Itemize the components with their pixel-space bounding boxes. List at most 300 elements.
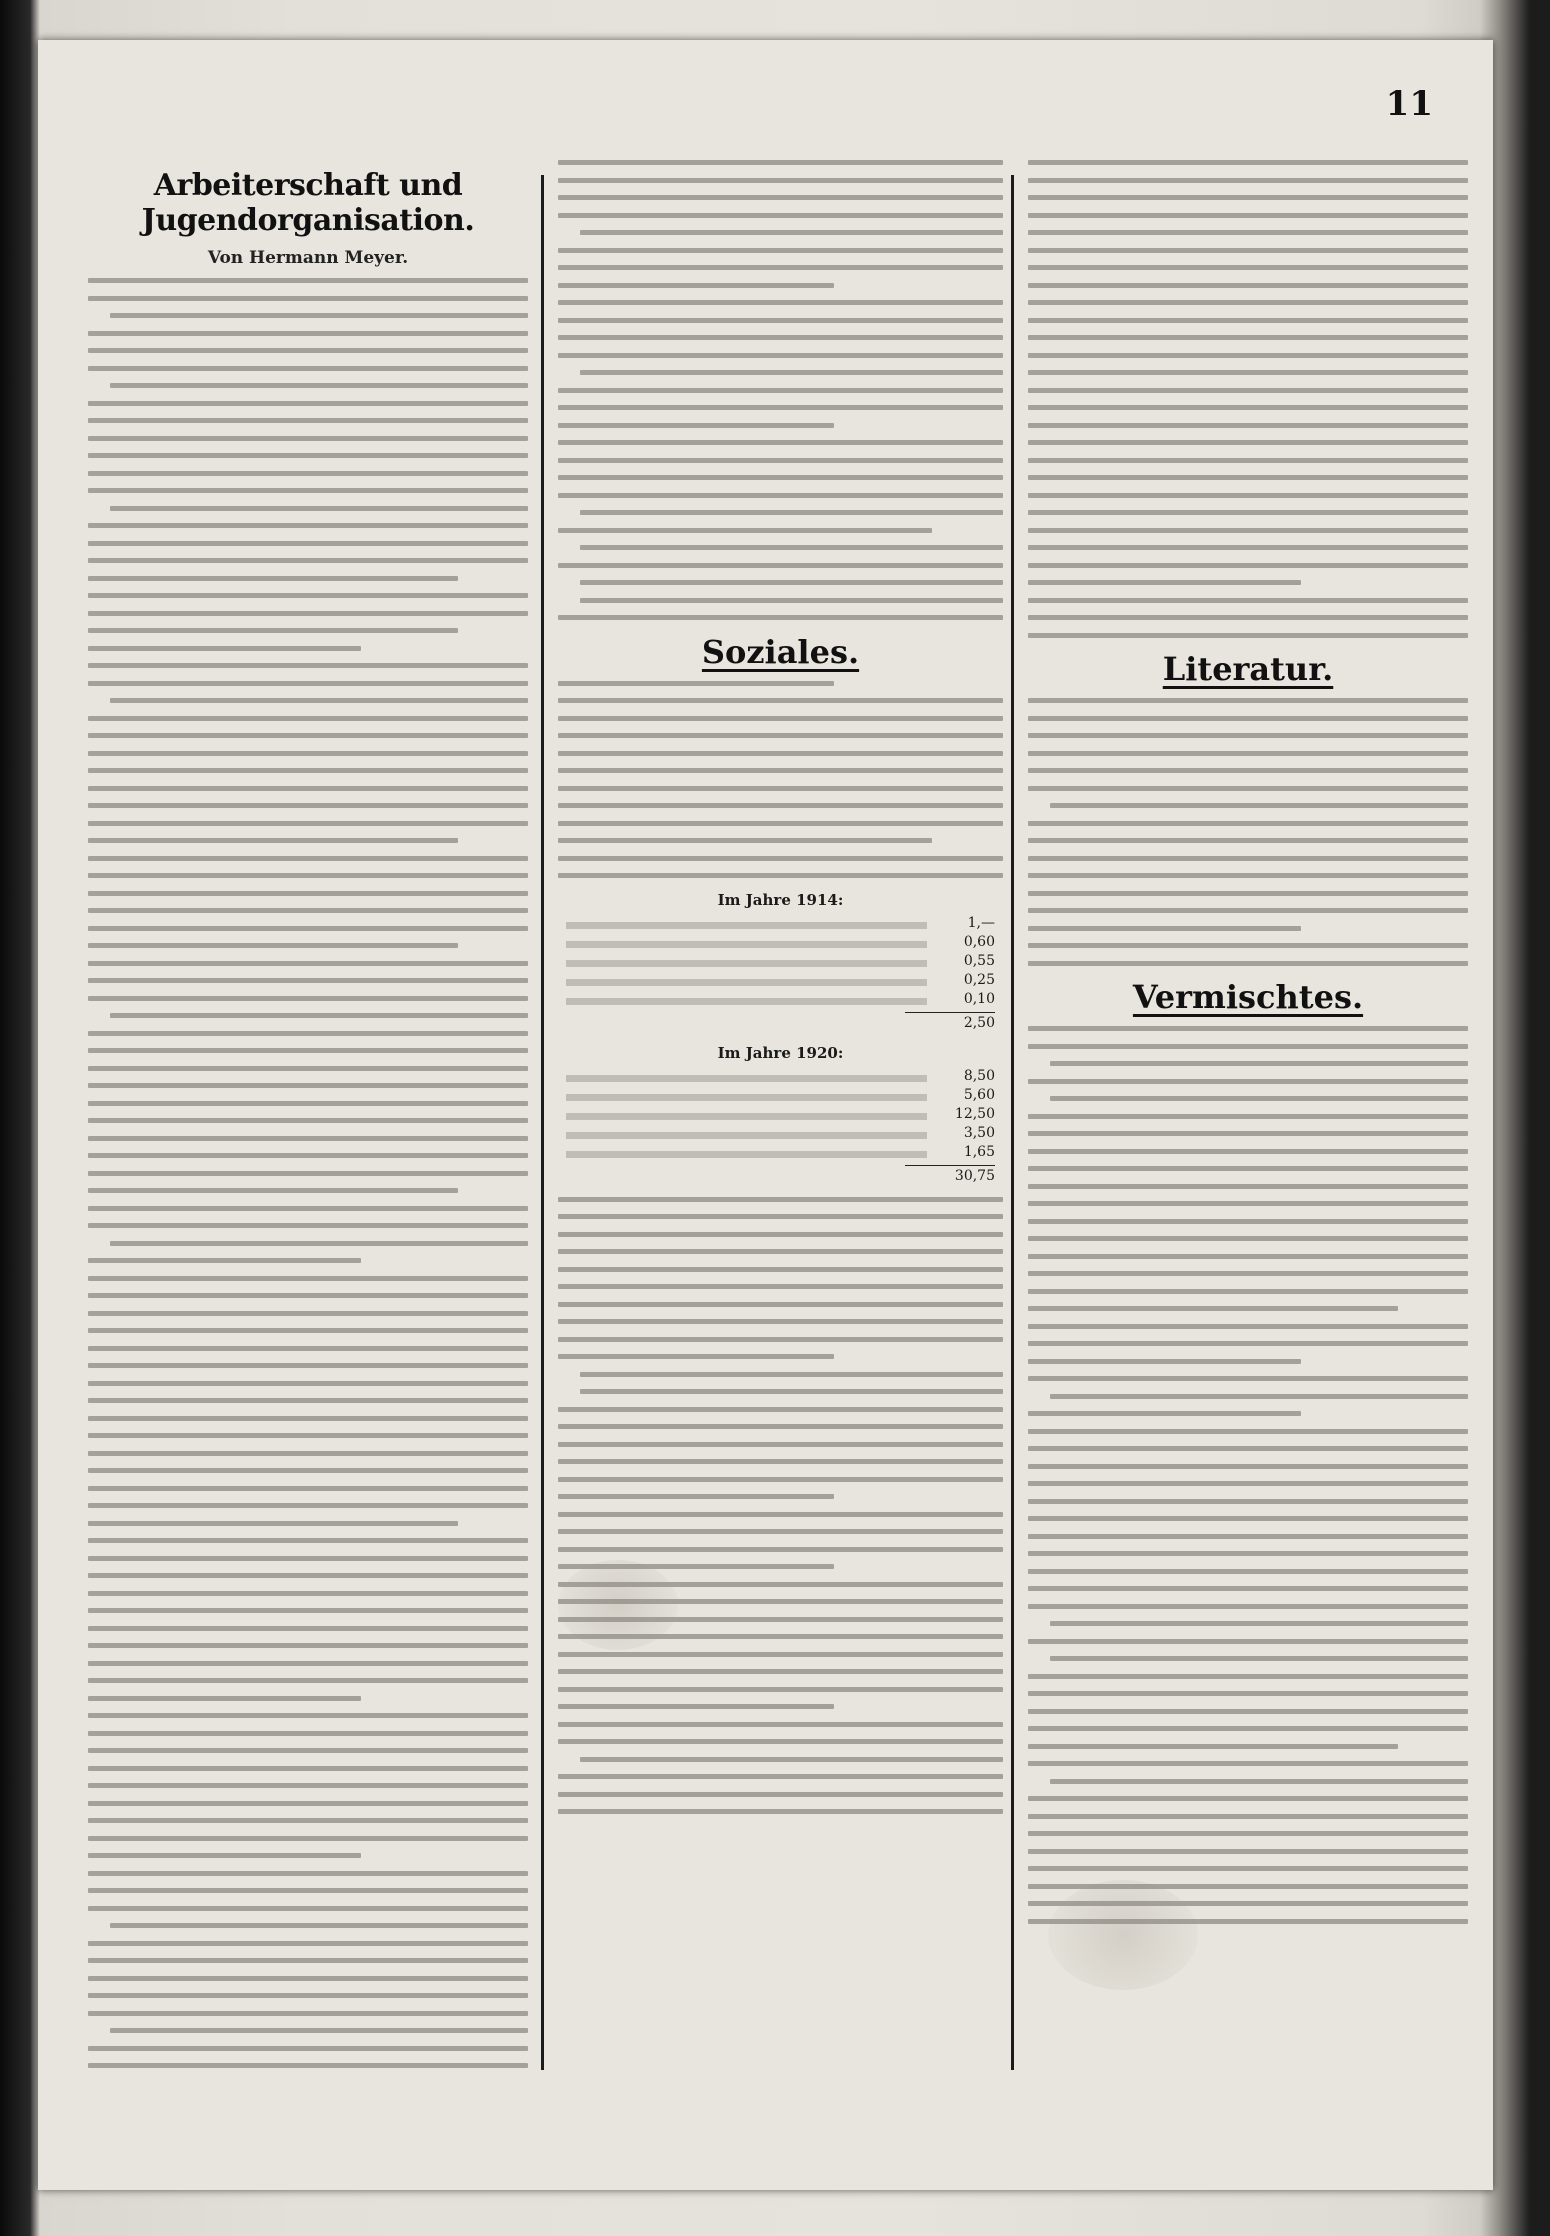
text-line: [88, 1136, 528, 1141]
text-line: [1028, 1534, 1468, 1539]
text-line: [1028, 335, 1468, 340]
newspaper-page: [38, 40, 1493, 2190]
text-line: [1028, 1289, 1468, 1294]
text-line: [1028, 1726, 1468, 1731]
text-line: [88, 1766, 528, 1771]
text-line: [88, 1293, 528, 1298]
text-line: [1028, 300, 1468, 305]
text-line: [1028, 1796, 1468, 1801]
text-line: [558, 265, 1003, 270]
text-line: [558, 838, 932, 843]
text-line: [1050, 803, 1468, 808]
text-line: [558, 248, 1003, 253]
cost-value: 5,60: [963, 1086, 995, 1103]
text-line: [1028, 1411, 1301, 1416]
text-line: [88, 1468, 528, 1473]
column-3: [1028, 160, 1468, 2075]
text-line: [88, 1223, 528, 1228]
text-line: [1028, 388, 1468, 393]
text-line: [1028, 423, 1468, 428]
text-line: [88, 891, 528, 896]
text-line: [88, 1486, 528, 1491]
text-line: [88, 1101, 528, 1106]
cost-value: 0,25: [963, 971, 995, 988]
text-line: [558, 1634, 1003, 1639]
text-line: [88, 366, 528, 371]
text-line: [1028, 961, 1468, 966]
text-line: [88, 1801, 528, 1806]
text-line: [1028, 1761, 1468, 1766]
text-line: [558, 1249, 1003, 1254]
text-line: [1028, 733, 1468, 738]
text-line: [88, 1958, 528, 1963]
text-line: [88, 943, 458, 948]
text-line: [88, 1538, 528, 1543]
text-line: [1028, 265, 1468, 270]
text-line: [1028, 908, 1468, 913]
text-line: [88, 681, 528, 686]
cost-row: [566, 1106, 995, 1125]
text-line: [88, 523, 528, 528]
cost-label: [566, 1132, 927, 1139]
cost-row: [566, 934, 995, 953]
cost-row: [566, 1125, 995, 1144]
cost-value: 12,50: [954, 1105, 995, 1122]
text-line: [558, 1652, 1003, 1657]
text-line: [88, 2046, 528, 2051]
text-line: [1028, 475, 1468, 480]
text-line: [580, 1372, 1003, 1377]
text-line: [1028, 1149, 1468, 1154]
text-line: [558, 821, 1003, 826]
text-line: [558, 178, 1003, 183]
text-line: [88, 1993, 528, 1998]
article-byline: Von Hermann Meyer.: [207, 248, 409, 268]
text-line: [1028, 873, 1468, 878]
text-line: [1028, 563, 1468, 568]
text-line: [88, 1433, 528, 1438]
cost-row: [566, 1087, 995, 1106]
text-line: [110, 698, 528, 703]
text-line: [88, 1066, 528, 1071]
text-line: [558, 1407, 1003, 1412]
text-line: [1028, 545, 1468, 550]
text-line: [88, 733, 528, 738]
text-line: [1028, 440, 1468, 445]
section-title-vermischtes: Vermischtes.: [1132, 978, 1364, 1016]
text-line: [1028, 1359, 1301, 1364]
cost-row: [566, 972, 995, 991]
text-line: [88, 1731, 528, 1736]
text-line: [88, 1608, 528, 1613]
column-1: [88, 160, 528, 2075]
text-line: [1028, 1831, 1468, 1836]
cost-value: 1,—: [967, 914, 995, 931]
text-line: [1028, 1901, 1468, 1906]
article-body: [558, 681, 1003, 879]
article-body: [1028, 698, 1468, 966]
text-line: [1028, 1201, 1468, 1206]
text-line: [88, 1941, 528, 1946]
text-line: [1028, 1236, 1468, 1241]
text-line: [88, 453, 528, 458]
text-line: [580, 370, 1003, 375]
text-line: [580, 598, 1003, 603]
article-body: [558, 1197, 1003, 1815]
text-line: [88, 1888, 528, 1893]
text-line: [558, 458, 1003, 463]
text-line: [1028, 213, 1468, 218]
cost-label: [566, 979, 927, 986]
text-line: [88, 1906, 528, 1911]
text-line: [1028, 1044, 1468, 1049]
text-line: [1050, 1096, 1468, 1101]
text-line: [558, 423, 834, 428]
text-line: [1028, 1691, 1468, 1696]
text-line: [1028, 1604, 1468, 1609]
text-line: [1028, 1849, 1468, 1854]
text-line: [1028, 1744, 1398, 1749]
cost-row: [566, 1144, 995, 1163]
text-line: [558, 1529, 1003, 1534]
text-line: [88, 1416, 528, 1421]
text-line: [580, 1757, 1003, 1762]
text-line: [88, 1276, 528, 1281]
text-line: [558, 1599, 1003, 1604]
text-line: [88, 856, 528, 861]
text-line: [88, 716, 528, 721]
text-line: [88, 1818, 528, 1823]
text-line: [1028, 1709, 1468, 1714]
text-line: [1028, 195, 1468, 200]
text-line: [558, 1459, 1003, 1464]
text-line: [1028, 926, 1301, 931]
text-line: [1028, 1586, 1468, 1591]
text-line: [558, 493, 1003, 498]
cost-table: [566, 891, 995, 1187]
text-line: [1028, 1639, 1468, 1644]
text-line: [580, 580, 1003, 585]
text-line: [1028, 1464, 1468, 1469]
text-line: [88, 996, 528, 1001]
text-line: [1028, 1919, 1468, 1924]
text-line: [1028, 1324, 1468, 1329]
text-line: [1028, 751, 1468, 756]
text-line: [558, 615, 1003, 620]
cost-label: [566, 1075, 927, 1082]
text-line: [558, 1687, 1003, 1692]
text-line: [88, 296, 528, 301]
text-line: [88, 1591, 528, 1596]
text-line: [88, 278, 528, 283]
cost-value: 0,60: [963, 933, 995, 950]
section-title-soziales: Soziales.: [701, 632, 860, 671]
text-line: [88, 1083, 528, 1088]
sum-rule: [905, 1165, 995, 1166]
text-line: [1028, 405, 1468, 410]
text-line: [1028, 1376, 1468, 1381]
text-line: [1028, 943, 1468, 948]
text-line: [88, 1836, 528, 1841]
cost-label: [566, 941, 927, 948]
text-line: [1028, 821, 1468, 826]
article-body: [88, 278, 528, 2075]
text-line: [558, 716, 1003, 721]
text-line: [1028, 1131, 1468, 1136]
text-line: [1050, 1061, 1468, 1066]
text-line: [88, 436, 528, 441]
text-line: [110, 1241, 528, 1246]
text-line: [88, 838, 458, 843]
text-line: [558, 1512, 1003, 1517]
text-line: [1050, 1779, 1468, 1784]
text-line: [558, 1809, 1003, 1814]
article-body: [1028, 1026, 1468, 1924]
text-line: [88, 348, 528, 353]
text-line: [1028, 1306, 1398, 1311]
text-line: [88, 1311, 528, 1316]
text-line: [88, 593, 528, 598]
text-line: [558, 300, 1003, 305]
cost-subtotal: 30,75: [954, 1167, 995, 1184]
text-line: [558, 318, 1003, 323]
text-line: [88, 1713, 528, 1718]
cost-caption-1920: Im Jahre 1920:: [717, 1043, 844, 1062]
text-line: [1028, 1866, 1468, 1871]
text-line: [1028, 1026, 1468, 1031]
cost-label: [566, 1094, 927, 1101]
text-line: [1028, 1674, 1468, 1679]
text-line: [558, 803, 1003, 808]
text-line: [88, 1206, 528, 1211]
text-line: [1028, 318, 1468, 323]
cost-value: 1,65: [963, 1143, 995, 1160]
cost-value: 8,50: [963, 1067, 995, 1084]
text-line: [558, 786, 1003, 791]
cost-subtotal: 2,50: [963, 1014, 995, 1031]
text-line: [88, 488, 528, 493]
cost-row: [566, 953, 995, 972]
text-line: [1028, 1814, 1468, 1819]
text-line: [1028, 1219, 1468, 1224]
text-line: [1028, 458, 1468, 463]
text-line: [1050, 1656, 1468, 1661]
text-line: [88, 1258, 361, 1263]
text-line: [558, 353, 1003, 358]
text-line: [88, 1643, 528, 1648]
column-rule: [1011, 175, 1014, 2070]
text-line: [88, 1153, 528, 1158]
text-line: [88, 1696, 361, 1701]
cost-value: 0,55: [963, 952, 995, 969]
text-line: [558, 1197, 1003, 1202]
text-line: [88, 1521, 458, 1526]
text-line: [1028, 1184, 1468, 1189]
text-line: [558, 1722, 1003, 1727]
text-line: [110, 1013, 528, 1018]
text-line: [558, 440, 1003, 445]
text-line: [1028, 230, 1468, 235]
text-line: [1028, 248, 1468, 253]
text-line: [558, 563, 1003, 568]
text-line: [1028, 768, 1468, 773]
text-line: [1028, 786, 1468, 791]
text-line: [1028, 580, 1301, 585]
cost-label: [566, 998, 927, 1005]
text-line: [1028, 1254, 1468, 1259]
page-number: 11: [1385, 84, 1433, 124]
cost-caption-1914: Im Jahre 1914:: [717, 890, 844, 909]
text-line: [558, 1739, 1003, 1744]
text-line: [110, 383, 528, 388]
text-line: [558, 1477, 1003, 1482]
text-line: [88, 401, 528, 406]
text-line: [1028, 633, 1468, 638]
text-line: [1028, 1499, 1468, 1504]
text-line: [558, 1214, 1003, 1219]
text-line: [1028, 598, 1468, 603]
text-line: [88, 926, 528, 931]
text-line: [88, 1976, 528, 1981]
section-title-literatur: Literatur.: [1162, 650, 1334, 688]
text-line: [88, 1503, 528, 1508]
text-line: [88, 611, 528, 616]
cost-row: [566, 991, 995, 1010]
cost-row: [566, 1068, 995, 1087]
text-line: [558, 681, 834, 686]
text-line: [88, 1328, 528, 1333]
text-line: [88, 1188, 458, 1193]
text-line: [88, 2011, 528, 2016]
text-line: [1028, 528, 1468, 533]
text-line: [558, 1267, 1003, 1272]
text-line: [1028, 1271, 1468, 1276]
text-line: [88, 1118, 528, 1123]
text-line: [558, 1792, 1003, 1797]
text-line: [1028, 493, 1468, 498]
text-line: [1028, 856, 1468, 861]
text-line: [88, 576, 458, 581]
text-line: [1028, 1341, 1468, 1346]
text-line: [1028, 353, 1468, 358]
text-line: [88, 908, 528, 913]
text-line: [88, 418, 528, 423]
text-line: [88, 1031, 528, 1036]
text-line: [88, 961, 528, 966]
text-line: [1028, 370, 1468, 375]
sum-rule: [905, 1012, 995, 1013]
text-line: [558, 528, 932, 533]
text-line: [1028, 178, 1468, 183]
text-line: [88, 873, 528, 878]
text-line: [1028, 1429, 1468, 1434]
text-line: [88, 1048, 528, 1053]
text-line: [1028, 1446, 1468, 1451]
text-line: [88, 541, 528, 546]
text-line: [558, 1547, 1003, 1552]
text-line: [110, 1923, 528, 1928]
text-line: [558, 475, 1003, 480]
text-line: [110, 506, 528, 511]
text-line: [88, 786, 528, 791]
text-line: [1028, 1551, 1468, 1556]
text-line: [558, 1494, 834, 1499]
text-line: [558, 1232, 1003, 1237]
text-line: [580, 545, 1003, 550]
text-line: [88, 1661, 528, 1666]
text-line: [558, 1442, 1003, 1447]
text-line: [558, 1354, 834, 1359]
text-line: [88, 1451, 528, 1456]
article-continuation: [1028, 160, 1468, 638]
text-line: [1028, 160, 1468, 165]
text-line: [558, 1337, 1003, 1342]
text-line: [1028, 1079, 1468, 1084]
text-line: [1050, 1394, 1468, 1399]
text-line: [558, 698, 1003, 703]
text-line: [88, 1748, 528, 1753]
text-line: [1028, 716, 1468, 721]
text-line: [1028, 838, 1468, 843]
text-line: [558, 1319, 1003, 1324]
text-line: [88, 1871, 528, 1876]
text-line: [558, 388, 1003, 393]
text-line: [1028, 1569, 1468, 1574]
column-rule: [541, 175, 544, 2070]
text-line: [88, 2063, 528, 2068]
text-line: [558, 160, 1003, 165]
text-line: [558, 283, 834, 288]
text-line: [88, 1573, 528, 1578]
text-line: [580, 510, 1003, 515]
text-line: [88, 646, 361, 651]
text-line: [88, 978, 528, 983]
text-line: [1028, 1481, 1468, 1486]
text-line: [1028, 1884, 1468, 1889]
text-line: [580, 230, 1003, 235]
text-line: [1028, 1166, 1468, 1171]
text-line: [1028, 510, 1468, 515]
text-line: [88, 751, 528, 756]
text-line: [558, 213, 1003, 218]
column-2: [558, 160, 1003, 2075]
text-line: [88, 803, 528, 808]
text-line: [558, 1704, 834, 1709]
text-line: [558, 873, 1003, 878]
text-line: [558, 405, 1003, 410]
text-line: [1028, 891, 1468, 896]
text-line: [1028, 615, 1468, 620]
text-line: [110, 313, 528, 318]
text-line: [558, 768, 1003, 773]
text-line: [1028, 1516, 1468, 1521]
text-line: [558, 1284, 1003, 1289]
text-line: [88, 768, 528, 773]
text-line: [1028, 1114, 1468, 1119]
text-line: [580, 1389, 1003, 1394]
text-line: [88, 471, 528, 476]
text-line: [88, 331, 528, 336]
text-line: [1050, 1621, 1468, 1626]
text-line: [88, 821, 528, 826]
text-line: [1028, 283, 1468, 288]
text-line: [558, 335, 1003, 340]
cost-value: 3,50: [963, 1124, 995, 1141]
cost-value: 0,10: [963, 990, 995, 1007]
text-line: [88, 1363, 528, 1368]
text-line: [88, 1783, 528, 1788]
text-line: [558, 1617, 1003, 1622]
